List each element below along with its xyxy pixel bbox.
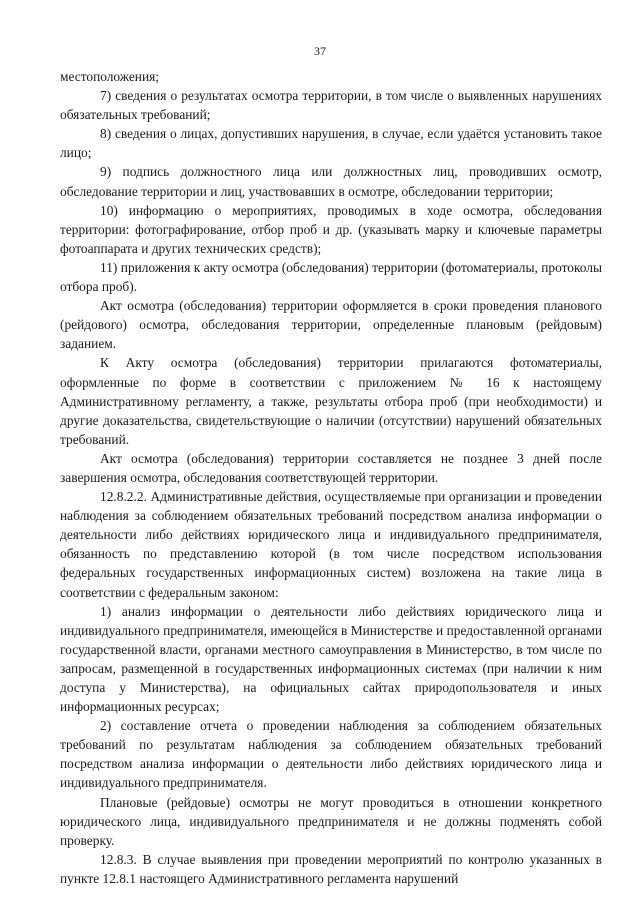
paragraph: К Акту осмотра (обследования) территории прилагаются фотоматериалы, оформленные по форме в соответствии с приложением № 16 к настоящему Административному регламенту, а также, результаты отбора проб (при необходимости) и другие доказательства, свидетельствующие о наличии (отсутствии) нарушений обязательных требований. bbox=[60, 355, 602, 447]
paragraph: Акт осмотра (обследования) территории составляется не позднее 3 дней после завершения осмотра, обследования соответствующей территории. bbox=[60, 450, 602, 485]
paragraph: местоположения; bbox=[60, 69, 160, 84]
paragraph: Акт осмотра (обследования) территории оформляется в сроки проведения планового (рейдового) осмотра, обследования территории, определенные плановым (рейдовым) заданием. bbox=[60, 298, 602, 352]
paragraph: 12.8.2.2. Административные действия, осуществляемые при организации и проведении наблюдения за соблюдением обязательных требований посредством анализа информации о деятельности либо действиях юридического лица и индивидуального предпринимателя, обязанность по представлению которой (в том числе посредством использования федеральных государственных информационных систем) возложена на такие лица в соответствии с федеральным законом: bbox=[60, 489, 602, 600]
paragraph: 12.8.3. В случае выявления при проведении мероприятий по контролю указанных в пункте 12.8.1 настоящего Административного регламента нарушений bbox=[60, 851, 602, 886]
paragraph: 9) подпись должностного лица или должностных лиц, проводивших осмотр, обследование территории и лиц, участвовавших в осмотре, обследовании территории; bbox=[60, 164, 602, 199]
document-body bbox=[60, 67, 602, 888]
page-number: 37 bbox=[314, 44, 326, 58]
paragraph: 10) информацию о мероприятиях, проводимых в ходе осмотра, обследования территории: фотографирование, отбор проб и др. (указывать марку и ключевые параметры фотоаппарата и других технических средств); bbox=[60, 202, 602, 256]
paragraph: 8) сведения о лицах, допустивших нарушения, в случае, если удаётся установить такое лицо; bbox=[60, 126, 602, 161]
paragraph: 7) сведения о результатах осмотра территории, в том числе о выявленных нарушениях обязательных требований; bbox=[60, 88, 602, 123]
paragraph: 2) составление отчета о проведении наблюдения за соблюдением обязательных требований по результатам наблюдения за соблюдением обязательных требований посредством анализа информации о деятельности либо действиях юридического лица и индивидуального предпринимателя. bbox=[60, 718, 602, 791]
paragraph: 11) приложения к акту осмотра (обследования) территории (фотоматериалы, протоколы отбора проб). bbox=[60, 259, 602, 295]
paragraph: 1) анализ информации о деятельности либо действиях юридического лица и индивидуального предпринимателя, имеющейся в Министерстве и предоставленной органами государственной власти, органами местного самоуправления в Министерство, в том числе по запросам, размещенной в государственных информационных системах (при наличии к ним доступа у Министерства), на официальных сайтах природопользователя и иных информационных ресурсах; bbox=[60, 603, 602, 715]
paragraph: Плановые (рейдовые) осмотры не могут проводиться в отношении конкретного юридического лица, индивидуального предпринимателя и не должны подменять собой проверку. bbox=[60, 794, 602, 848]
